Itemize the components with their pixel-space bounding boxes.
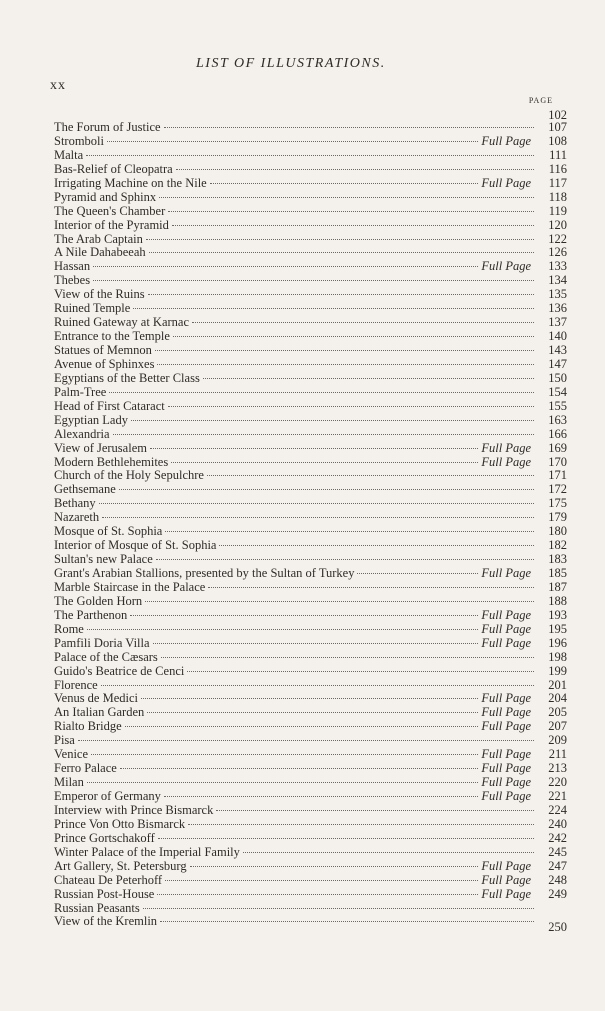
illustration-title: Church of the Holy Sepulchre — [54, 468, 204, 483]
dot-leader — [101, 685, 534, 686]
illustration-title: Hassan — [54, 259, 91, 274]
illustration-title: Interview with Prince Bismarck — [54, 802, 214, 817]
illustration-title: Palace of the Cæsars — [54, 649, 158, 664]
dot-leader — [109, 392, 534, 393]
illustration-title: Stromboli — [54, 133, 105, 148]
illustration-title: Thebes — [54, 273, 91, 288]
page-number: 171 — [548, 468, 567, 483]
page-number: 245 — [548, 844, 567, 859]
dot-leader — [171, 462, 478, 463]
dot-leader — [141, 698, 478, 699]
illustration-title: Art Gallery, St. Petersburg — [54, 858, 187, 873]
list-item — [54, 902, 567, 916]
illustration-title: Grant's Arabian Stallions, presented by the Sultan of Turkey — [54, 566, 355, 580]
illustration-title: Rome — [54, 621, 84, 636]
illustration-title: Malta — [54, 147, 84, 162]
page-number: 135 — [548, 287, 567, 302]
dot-leader — [210, 183, 479, 184]
dot-leader — [188, 824, 534, 825]
full-page-label: Full Page — [481, 761, 531, 776]
page-number: 204 — [548, 691, 567, 706]
list-item — [54, 665, 567, 679]
full-page-label: Full Page — [481, 789, 531, 803]
page-number: 179 — [548, 510, 567, 525]
list-item — [54, 623, 567, 637]
dot-leader — [155, 350, 534, 351]
illustration-list — [54, 121, 567, 929]
dot-leader — [147, 712, 478, 713]
page-number: 185 — [548, 566, 567, 580]
illustration-title: Ferro Palace — [54, 761, 117, 776]
illustration-title: Russian Peasants — [54, 900, 140, 915]
dot-leader — [207, 475, 534, 476]
list-item — [54, 358, 567, 372]
dot-leader — [107, 141, 478, 142]
illustration-title: Alexandria — [54, 426, 110, 441]
illustration-title: Ruined Gateway at Karnac — [54, 315, 190, 330]
list-item — [54, 274, 567, 288]
illustration-title: Sultan's new Palace — [54, 552, 153, 567]
list-item — [54, 525, 567, 539]
page-number: 116 — [548, 161, 567, 176]
list-item — [54, 553, 567, 567]
page-number: 169 — [548, 440, 567, 455]
illustration-title: Prince Gortschakoff — [54, 830, 155, 845]
illustration-title: Statues of Memnon — [54, 343, 152, 357]
list-item — [54, 400, 567, 414]
full-page-label: Full Page — [481, 775, 531, 790]
dot-leader — [146, 239, 534, 240]
dot-leader — [143, 908, 534, 909]
dot-leader — [190, 866, 479, 867]
dot-leader — [164, 796, 478, 797]
illustration-title: The Parthenon — [54, 607, 128, 622]
list-item — [54, 720, 567, 734]
dot-leader — [145, 601, 534, 602]
dot-leader — [160, 921, 534, 922]
running-title: LIST OF ILLUSTRATIONS. — [196, 56, 386, 71]
list-item — [54, 595, 567, 609]
dot-leader — [78, 740, 534, 741]
list-item — [54, 804, 567, 818]
dot-leader — [86, 155, 534, 156]
list-item — [54, 679, 567, 693]
list-item — [54, 205, 567, 219]
illustration-title: A Nile Dahabeeah — [54, 245, 146, 260]
full-page-label: Full Page — [481, 872, 531, 887]
list-item — [54, 456, 567, 470]
dot-leader — [130, 615, 478, 616]
page-number: 205 — [548, 705, 567, 720]
list-item — [54, 790, 567, 804]
page-number: 154 — [548, 384, 567, 399]
dot-leader — [159, 197, 534, 198]
dot-leader — [153, 643, 479, 644]
page-column-header: PAGE — [528, 96, 553, 105]
page-number: 182 — [548, 538, 567, 553]
full-page-label: Full Page — [481, 886, 531, 901]
page-number: 188 — [548, 593, 567, 608]
list-item — [54, 888, 567, 902]
list-item — [54, 469, 567, 483]
full-page-label: Full Page — [481, 621, 531, 636]
list-item — [54, 832, 567, 846]
page-number: 175 — [548, 496, 567, 511]
full-page-label: Full Page — [481, 719, 531, 734]
illustration-title: Russian Post-House — [54, 886, 155, 901]
dot-leader — [87, 629, 479, 630]
page-number: 221 — [548, 789, 567, 803]
illustration-title: Egyptians of the Better Class — [54, 370, 200, 385]
full-page-label: Full Page — [481, 691, 531, 706]
illustration-title: Venus de Medici — [54, 691, 139, 706]
illustration-title: The Golden Horn — [54, 593, 143, 608]
page-number: 143 — [548, 343, 567, 357]
page-number: 247 — [548, 858, 567, 873]
page-number: 207 — [548, 719, 567, 734]
dot-leader — [157, 364, 534, 365]
page-number: 195 — [548, 621, 567, 636]
dot-leader — [168, 211, 534, 212]
page-number: 180 — [548, 524, 567, 539]
list-item — [54, 316, 567, 330]
dot-leader — [203, 378, 534, 379]
illustration-title: Pisa — [54, 733, 75, 748]
list-item — [54, 219, 567, 233]
list-item — [54, 609, 567, 623]
page-number: 250 — [548, 920, 567, 934]
dot-leader — [125, 726, 479, 727]
dot-leader — [156, 559, 534, 560]
list-item — [54, 330, 567, 344]
dot-leader — [99, 503, 534, 504]
list-item — [54, 177, 567, 191]
list-item — [54, 539, 567, 553]
list-item — [54, 302, 567, 316]
page-number: 240 — [548, 816, 567, 831]
illustration-title: Avenue of Sphinxes — [54, 356, 155, 371]
dot-leader — [148, 294, 534, 295]
illustration-title: Ruined Temple — [54, 301, 131, 316]
dot-leader — [208, 587, 534, 588]
page-number: 220 — [548, 775, 567, 790]
illustration-title: Egyptian Lady — [54, 412, 128, 427]
full-page-label: Full Page — [481, 705, 531, 720]
dot-leader — [157, 894, 478, 895]
illustration-title: Gethsemane — [54, 482, 116, 497]
illustration-title: Venice — [54, 747, 89, 762]
illustration-title: Emperor of Germany — [54, 789, 161, 803]
dot-leader — [93, 280, 534, 281]
dot-leader — [87, 782, 479, 783]
dot-leader — [164, 127, 534, 128]
illustration-title: Pyramid and Sphinx — [54, 189, 157, 204]
page-number: 134 — [548, 273, 567, 288]
illustration-title: Interior of the Pyramid — [54, 217, 169, 232]
page-number: 209 — [548, 733, 567, 748]
illustration-title: The Queen's Chamber — [54, 203, 166, 218]
full-page-label: Full Page — [481, 440, 531, 455]
page-number: 133 — [548, 259, 567, 274]
list-item — [54, 637, 567, 651]
illustration-title: Prince Von Otto Bismarck — [54, 816, 186, 831]
page-number: 249 — [548, 886, 567, 901]
illustration-title: The Forum of Justice — [54, 120, 161, 134]
list-item — [54, 428, 567, 442]
illustration-title: Guido's Beatrice de Cenci — [54, 663, 185, 678]
list-item — [54, 483, 567, 497]
illustration-title: Entrance to the Temple — [54, 329, 170, 344]
full-page-label: Full Page — [481, 747, 531, 762]
dot-leader — [102, 517, 534, 518]
full-page-label: Full Page — [481, 133, 531, 148]
list-item — [54, 497, 567, 511]
illustration-title: Pamfili Doria Villa — [54, 635, 150, 650]
page-number: 119 — [548, 203, 567, 218]
list-item — [54, 121, 567, 135]
illustration-title: Mosque of St. Sophia — [54, 524, 163, 539]
dot-leader — [93, 266, 478, 267]
list-item — [54, 567, 567, 581]
page-number: 111 — [549, 147, 567, 162]
page-number: 199 — [548, 663, 567, 678]
list-item — [54, 651, 567, 665]
illustration-title: View of the Ruins — [54, 287, 145, 302]
page-number: 213 — [548, 761, 567, 776]
list-item — [54, 442, 567, 456]
illustration-title: View of the Kremlin — [54, 914, 158, 929]
illustration-title: Chateau De Peterhoff — [54, 872, 163, 887]
page-number: 201 — [548, 677, 567, 692]
page-number: 187 — [548, 579, 567, 594]
page-number: 198 — [548, 649, 567, 664]
dot-leader — [172, 225, 534, 226]
dot-leader — [165, 880, 478, 881]
dot-leader — [192, 322, 534, 323]
page-number: 137 — [548, 315, 567, 330]
illustration-title: View of Jerusalem — [54, 440, 147, 455]
dot-leader — [150, 448, 478, 449]
page-number: 150 — [548, 370, 567, 385]
illustration-title: Modern Bethlehemites — [54, 454, 169, 469]
page-number: 155 — [548, 398, 567, 413]
list-item — [54, 163, 567, 177]
page-number: 108 — [548, 133, 567, 148]
list-item — [54, 692, 567, 706]
page-number: 102 — [548, 108, 567, 122]
list-item — [54, 874, 567, 888]
page-number: 122 — [548, 231, 567, 246]
page-number: 118 — [548, 189, 567, 204]
list-item — [54, 915, 567, 929]
full-page-label: Full Page — [481, 175, 531, 190]
list-item — [54, 246, 567, 260]
list-item — [54, 818, 567, 832]
dot-leader — [219, 545, 534, 546]
dot-leader — [91, 754, 478, 755]
illustration-title: Irrigating Machine on the Nile — [54, 175, 207, 190]
list-item — [54, 860, 567, 874]
illustration-title: Rialto Bridge — [54, 719, 122, 734]
full-page-label: Full Page — [481, 635, 531, 650]
dot-leader — [113, 434, 534, 435]
dot-leader — [131, 420, 534, 421]
list-item — [54, 776, 567, 790]
page-number: 140 — [548, 329, 567, 344]
page-folio: xx — [50, 78, 66, 93]
dot-leader — [216, 810, 534, 811]
page-number: 170 — [548, 454, 567, 469]
dot-leader — [161, 657, 534, 658]
list-item — [54, 706, 567, 720]
page-number: 242 — [548, 830, 567, 845]
list-item — [54, 511, 567, 525]
list-item — [54, 414, 567, 428]
list-item — [54, 344, 567, 358]
dot-leader — [165, 531, 534, 532]
illustration-title: Palm-Tree — [54, 384, 107, 399]
list-item — [54, 386, 567, 400]
full-page-label: Full Page — [481, 454, 531, 469]
page-number: 211 — [548, 747, 567, 762]
page-number: 117 — [548, 175, 567, 190]
full-page-label: Full Page — [481, 607, 531, 622]
dot-leader — [120, 768, 479, 769]
page-number: 248 — [548, 872, 567, 887]
page-number: 224 — [548, 802, 567, 817]
dot-leader — [243, 852, 534, 853]
illustration-title: Milan — [54, 775, 84, 790]
list-item — [54, 288, 567, 302]
page-number: 163 — [548, 412, 567, 427]
page-number: 107 — [548, 120, 567, 134]
dot-leader — [158, 838, 534, 839]
list-item — [54, 260, 567, 274]
illustration-title: An Italian Garden — [54, 705, 145, 720]
page-number: 166 — [548, 426, 567, 441]
list-item — [54, 748, 567, 762]
list-item — [54, 846, 567, 860]
illustration-title: Bas-Relief of Cleopatra — [54, 161, 173, 176]
list-item — [54, 191, 567, 205]
list-item — [54, 372, 567, 386]
list-item — [54, 734, 567, 748]
dot-leader — [168, 406, 534, 407]
illustration-title: The Arab Captain — [54, 231, 143, 246]
list-item — [54, 762, 567, 776]
dot-leader — [119, 489, 534, 490]
page-number: 120 — [548, 217, 567, 232]
page-number: 126 — [548, 245, 567, 260]
page-number: 136 — [548, 301, 567, 316]
illustration-title: Florence — [54, 677, 98, 692]
page-number: 183 — [548, 552, 567, 567]
dot-leader — [187, 671, 534, 672]
page-number: 193 — [548, 607, 567, 622]
dot-leader — [149, 252, 534, 253]
illustration-title: Bethany — [54, 496, 96, 511]
illustration-title: Head of First Cataract — [54, 398, 165, 413]
list-item — [54, 581, 567, 595]
illustration-title: Interior of Mosque of St. Sophia — [54, 538, 217, 553]
full-page-label: Full Page — [481, 858, 531, 873]
page-number: 172 — [548, 482, 567, 497]
page-number: 196 — [548, 635, 567, 650]
illustration-title: Marble Staircase in the Palace — [54, 579, 206, 594]
list-item — [54, 149, 567, 163]
dot-leader — [133, 308, 534, 309]
illustration-title: Nazareth — [54, 510, 100, 525]
list-item — [54, 233, 567, 247]
dot-leader — [173, 336, 534, 337]
page-number: 147 — [548, 356, 567, 371]
illustration-title: Winter Palace of the Imperial Family — [54, 844, 240, 859]
full-page-label: Full Page — [481, 259, 531, 274]
dot-leader — [357, 573, 478, 574]
full-page-label: Full Page — [481, 566, 531, 580]
dot-leader — [176, 169, 534, 170]
list-item — [54, 135, 567, 149]
